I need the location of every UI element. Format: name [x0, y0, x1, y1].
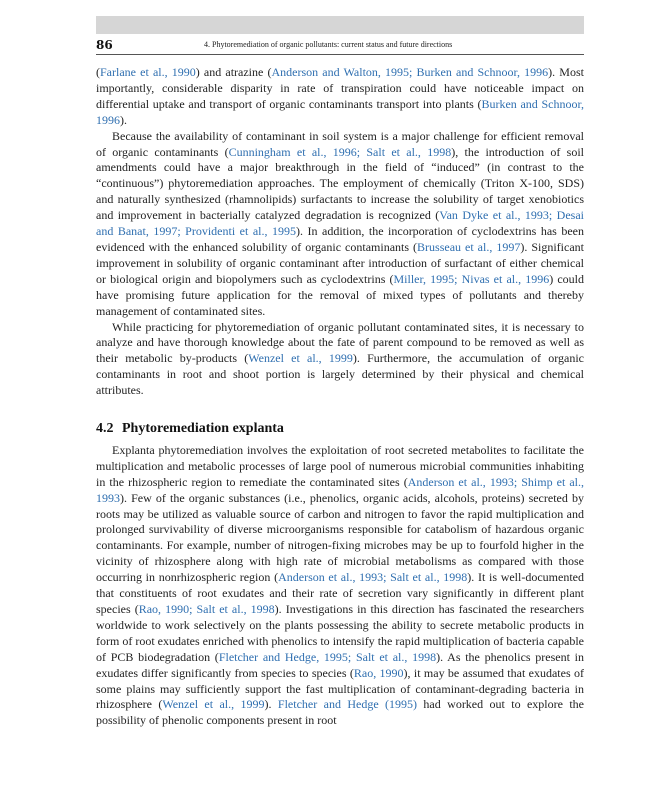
text-run: ). Few of the organic substances (i.e., phenolics, organic acids, alcohols, proteins) secreted by roots may be utilized as valuable source of carbon and nitrogen to favor the rapid multiplication and prolonged survivability of diverse microorganisms responsible for catabolism of hazardous organic contaminants. For example, number of nitrogen-fixing microbes may be up to fourfold higher in the vicinity of rhizosphere along with high rate of microbial metabolisms as compared with those occurring in nonrhizospheric region ( — [96, 490, 584, 585]
text-run: ). Significant improvement in solubility of organic contaminant after introduction of surfactant of either chemical or biological origin and biopolymers such as cyclodextrins ( — [96, 239, 584, 286]
text-run: ). Furthermore, the accumulation of organic contaminants in root and shoot portion is largely determined by their physical and chemical attributes. — [96, 351, 585, 398]
text-run: ), it may be assumed that exudates of some plains may sufficiently support the fast multiplication of contaminant-degrading bacteria in rhizosphere ( — [96, 665, 584, 712]
pre-section-paragraphs — [96, 65, 584, 399]
citation-link[interactable]: Rao, 1990; Salt et al., 1998 — [138, 602, 275, 616]
text-run: While practicing for phytoremediation of organic pollutant contaminated sites, it is necessary to analyze and have thorough knowledge about the fate of parent compound to be removed as well as their metabolic by-products ( — [96, 319, 584, 366]
text-run: ), the introduction of soil amendments could have a major breakthrough in the field of “induced” (in contrast to the “continuous”) phytoremediation approaches. The employment of chemically (Triton X-100, SDS) and naturally synthesized (rhamnolipids) surfactants to increase the solubility of target xenobiotics and improvement in bacterially catalyzed degradation is recognized ( — [96, 144, 584, 223]
citation-link[interactable]: Anderson et al., 1993; Salt et al., 1998 — [278, 570, 468, 585]
citation-link[interactable]: Burken and Schnoor, 1996 — [96, 96, 584, 127]
text-run: ). It is well-documented that constituents of root exudates and their rate of secretion vary significantly in different plant species ( — [96, 570, 584, 616]
citation-link[interactable]: Anderson et al., 1993; Shimp et al., 1993 — [96, 474, 584, 505]
section-number: 4.2 — [96, 421, 114, 437]
section-title: Phytoremediation explanta — [122, 421, 284, 437]
body-text — [96, 65, 584, 729]
paragraph — [96, 129, 584, 320]
text-run: ) and atrazine ( — [195, 65, 272, 79]
text-run: ). Most importantly, considerable disparity in rate of transpiration could have noticeable impact on differential uptake and transport of organic contaminants transport into plants ( — [96, 65, 584, 111]
section-paragraphs — [96, 443, 584, 729]
running-head — [96, 40, 584, 55]
paragraph — [96, 443, 584, 729]
text-run: ( — [96, 65, 100, 79]
citation-link[interactable]: Anderson and Walton, 1995; Burken and Schnoor, 1996 — [271, 65, 549, 79]
citation-link[interactable]: Miller, 1995; Nivas et al., 1996 — [393, 271, 550, 286]
citation-link[interactable]: Fletcher and Hedge, 1995; Salt et al., 1998 — [218, 649, 437, 664]
text-run: ). — [120, 112, 127, 127]
citation-link[interactable]: Wenzel et al., 1999 — [162, 697, 265, 712]
citation-link[interactable]: Farlane et al., 1990 — [100, 65, 196, 79]
text-run: ). In addition, the incorporation of cyclodextrins has been evidenced with the enhanced solubility of organic contaminants ( — [96, 224, 584, 254]
citation-link[interactable]: Fletcher and Hedge (1995) — [277, 697, 418, 712]
citation-link[interactable]: Wenzel et al., 1999 — [248, 351, 353, 366]
header-band — [96, 16, 584, 34]
paragraph — [96, 65, 584, 129]
text-run: ). — [264, 697, 278, 712]
text-run: Explanta phytoremediation involves the exploitation of root secreted metabolites to facilitate the multiplication and metabolic processes of large pool of numerous microbial communities inhabiting in the rhizospheric region to remediate the contaminated sites ( — [96, 442, 584, 489]
section-heading — [96, 421, 584, 437]
citation-link[interactable]: Van Dyke et al., 1993; Desai and Banat, 1997; Providenti et al., 1995 — [96, 208, 584, 239]
text-run: ). As the phenolics present in exudates differ significantly from species to species ( — [96, 649, 584, 680]
text-run: had worked out to explore the possibility of phenolic components present in root — [96, 697, 585, 728]
citation-link[interactable]: Cunningham et al., 1996; Salt et al., 1998 — [228, 144, 452, 159]
chapter-title: 4. Phytoremediation of organic pollutants: current status and future directions — [204, 40, 453, 49]
citation-link[interactable]: Brusseau et al., 1997 — [417, 239, 521, 254]
text-run: ) could have promising future application for the removal of mixed types of pollutants and thereby management of contaminated sites. — [96, 271, 585, 318]
citation-link[interactable]: Rao, 1990 — [353, 665, 404, 680]
text-run: Because the availability of contaminant in soil system is a major challenge for efficient removal of organic contaminants ( — [96, 128, 584, 159]
paragraph — [96, 320, 584, 400]
text-run: ). Investigations in this direction has fascinated the researchers worldwide to work selectively on the plants possessing the ability to secrete metabolic products in form of root exudates enriched with phenolics to intensify the rapid multiplication of bacteria capable of PCB biodegradation ( — [96, 602, 584, 664]
page-number: 86 — [96, 38, 113, 52]
